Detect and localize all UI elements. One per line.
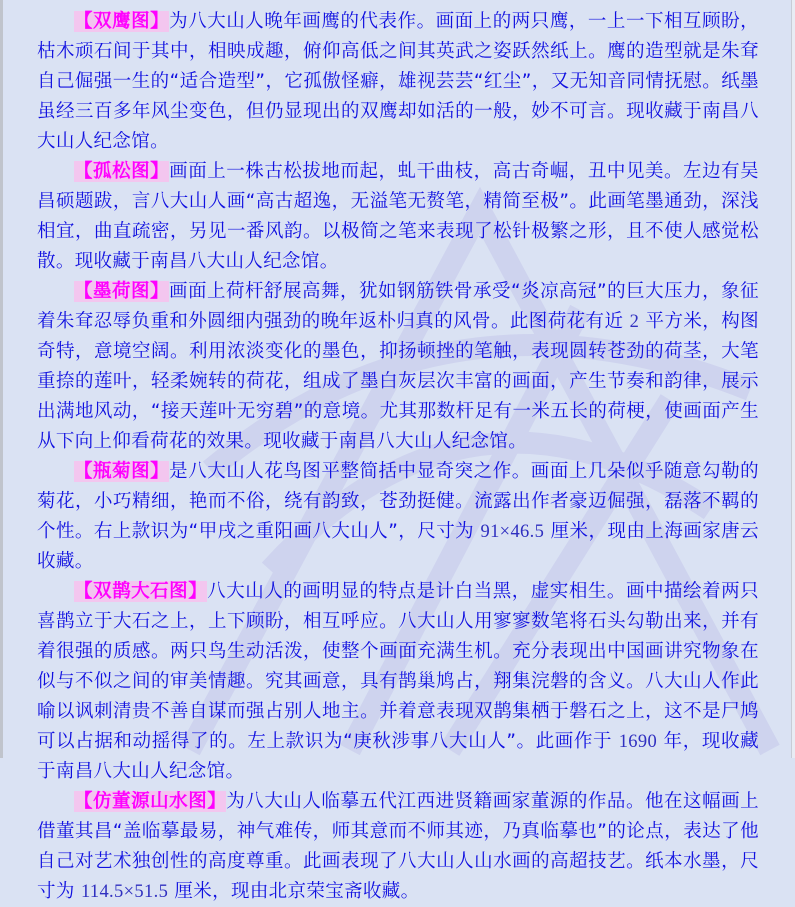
paragraph-text: 平方米，构图奇特，意境空阔。利用浓淡变化的墨色，抑扬顿挫的笔触，表现圆转苍劲的荷茎，大笔重捺的莲叶，轻柔婉转的荷花，组成了墨白灰层次丰富的画面，产生节奏和韵律，展示出满地风动，“接天莲叶无穷碧”的意境。尤其那数杆足有一米五长的荷梗，使画面产生从下向上仰看荷花的效果。现收藏于南昌八大山人纪念馆。 [37, 311, 759, 452]
paragraph-text: 画面上荷杆舒展高舞，犹如钢筋铁骨承受“炎凉高冠”的巨大压力，象征着朱耷忍辱负重和外圆细内强劲的晚年返朴归真的风骨。此图荷花有近 [37, 281, 759, 332]
paragraph-mohe [37, 277, 759, 457]
painting-title: 【双鹊大石图】 [74, 581, 208, 602]
paragraph-text: 厘米，现由北京荣宝斋收藏。 [168, 881, 420, 902]
year-value: 1690 [618, 732, 658, 752]
paragraph-text: 年，现收藏于南昌八大山人纪念馆。 [37, 731, 759, 782]
paragraph-text: 画面上一株古松拔地而起，虬干曲枝，高古奇崛，丑中见美。左边有吴昌硕题跋，言八大山人画“高古超逸，无溢笔无赘笔，精简至极”。此画笔墨通劲，深浅相宜，曲直疏密，另见一番风韵。以极简之笔来表现了松针极繁之形，且不使人感觉松散。现收藏于南昌八大山人纪念馆。 [37, 161, 759, 272]
paragraph-shuangque [37, 577, 759, 787]
painting-title: 【孤松图】 [74, 161, 170, 182]
paragraph-fangdongyuan [37, 787, 759, 907]
size-value: 114.5×51.5 [80, 882, 169, 902]
paragraph-text: 八大山人的画明显的特点是计白当黑，虚实相生。画中描绘着两只喜鹊立于大石之上，上下顾盼，相互呼应。八大山人用寥寥数笔将石头勾勒出来，并有着很强的质感。两只鸟生动活泼，使整个画面充满生机。充分表现出中国画讲究物象在似与不似之间的审美情趣。究其画意，具有鹊巢鸠占，翔集浣磐的含义。八大山人作此喻以讽刺清贵不善自谋而强占别人地主。并着意表现双鹊集栖于磐石之上，这不是尸鸠可以占据和动摇得了的。左上款识为“庚秋涉事八大山人”。此画作于 [37, 581, 759, 752]
painting-title: 【双鹰图】 [74, 11, 170, 32]
paragraph-text: 为八大山人晚年画鹰的代表作。画面上的两只鹰，一上一下相互顾盼，枯木顽石间于其中，相映成趣，俯仰高低之间其英武之姿跃然纸上。鹰的造型就是朱耷自己倔强一生的“适合造型”，它孤傲怪癖，雄视芸芸“红尘”，又无知音同情抚慰。纸墨虽经三百多年风尘变色，但仍显现出的双鹰却如活的一般，妙不可言。现收藏于南昌八大山人纪念馆。 [37, 11, 759, 152]
size-value: 91×46.5 [480, 522, 545, 542]
paragraph-text: 厘米，现由上海画家唐云收藏。 [37, 521, 759, 572]
left-border [0, 0, 3, 758]
paragraph-gusong [37, 157, 759, 277]
paragraph-shuangying [37, 7, 759, 157]
paragraph-text: 是八大山人花鸟图平整简括中显奇突之作。画面上几朵似乎随意勾勒的菊花，小巧精细，艳而不俗，绕有韵致，苍劲挺健。流露出作者豪迈倔强，磊落不羁的个性。右上款识为“甲戌之重阳画八大山人”，尺寸为 [37, 461, 759, 542]
area-value: 2 [629, 312, 640, 332]
document-body [37, 7, 759, 907]
painting-title: 【墨荷图】 [74, 281, 169, 302]
right-border [791, 0, 795, 758]
painting-title: 【仿董源山水图】 [74, 791, 227, 812]
paragraph-text: 为八大山人临摹五代江西进贤籍画家董源的作品。他在这幅画上借董其昌“盖临摹最易，神气难传，师其意而不师其迹，乃真临摹也”的论点，表达了他自己对艺术独创性的高度尊重。此画表现了八大山人山水画的高超技艺。纸本水墨，尺寸为 [37, 791, 759, 902]
paragraph-pingju [37, 457, 759, 577]
painting-title: 【瓶菊图】 [74, 461, 170, 482]
